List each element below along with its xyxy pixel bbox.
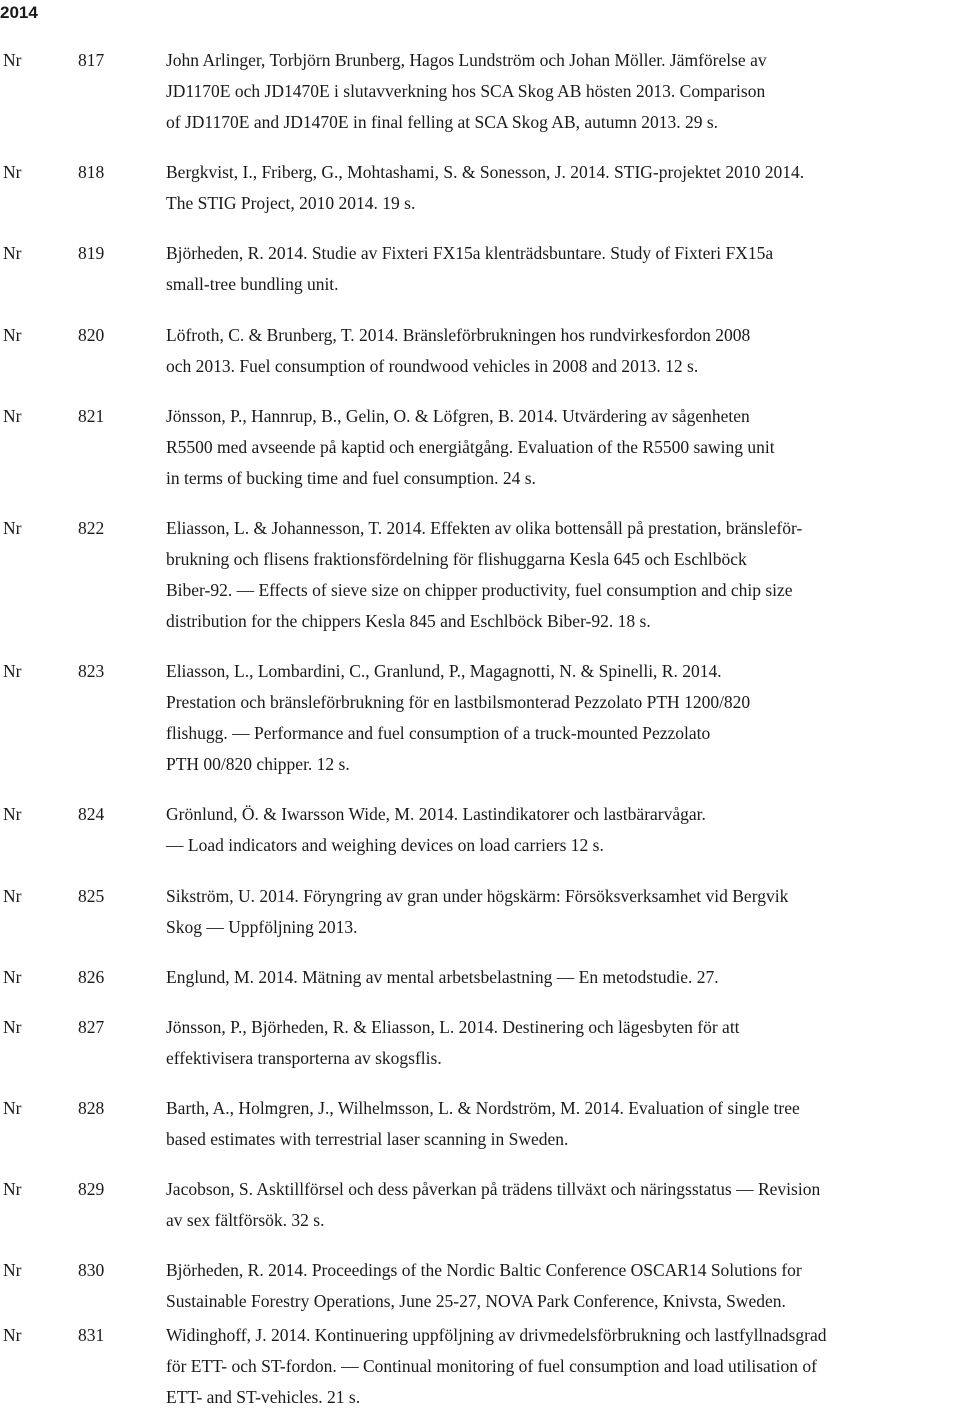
- entry-number: 818: [78, 162, 105, 182]
- entry-citation: [166, 1320, 956, 1413]
- entry-citation: [166, 799, 956, 861]
- year-heading: 2014: [0, 3, 38, 22]
- entry-number: 827: [78, 1017, 105, 1037]
- citation-line: flishugg. — Performance and fuel consumption of a truck-mounted Pezzolato: [166, 723, 711, 743]
- entry-number: 819: [78, 243, 105, 263]
- entry-citation: [166, 1255, 956, 1317]
- entry-citation: [166, 1174, 956, 1236]
- entry-number: 824: [78, 804, 105, 824]
- entry-prefix: Nr: [3, 406, 22, 426]
- entry-number: 826: [78, 967, 105, 987]
- entry-number: 823: [78, 661, 105, 681]
- citation-line: of JD1170E and JD1470E in final felling at SCA Skog AB, autumn 2013. 29 s.: [166, 112, 719, 132]
- citation-line: The STIG Project, 2010 2014. 19 s.: [166, 193, 416, 213]
- citation-line: Sustainable Forestry Operations, June 25-27, NOVA Park Conference, Knivsta, Sweden.: [166, 1291, 786, 1311]
- citation-line: Prestation och bränsleförbrukning för en lastbilsmonterad Pezzolato PTH 1200/820: [166, 692, 751, 712]
- citation-line: Björheden, R. 2014. Studie av Fixteri FX15a klenträdsbuntare. Study of Fixteri FX15a: [166, 243, 774, 263]
- entry-citation: [166, 1093, 956, 1155]
- citation-line: JD1170E och JD1470E i slutavverkning hos SCA Skog AB hösten 2013. Comparison: [166, 81, 766, 101]
- entry-prefix: Nr: [3, 804, 22, 824]
- entry-citation: [166, 157, 956, 219]
- entry-number: 825: [78, 886, 105, 906]
- citation-line: Skog — Uppföljning 2013.: [166, 917, 358, 937]
- entry-prefix: Nr: [3, 50, 22, 70]
- citation-line: brukning och flisens fraktionsfördelning för flishuggarna Kesla 645 och Eschlböck: [166, 549, 747, 569]
- entry-number: 830: [78, 1260, 105, 1280]
- entry-citation: [166, 656, 956, 780]
- citation-line: ETT- and ST-vehicles. 21 s.: [166, 1387, 361, 1407]
- citation-line: av sex fältförsök. 32 s.: [166, 1210, 325, 1230]
- citation-line: Jönsson, P., Björheden, R. & Eliasson, L. 2014. Destinering och lägesbyten för att: [166, 1017, 740, 1037]
- citation-line: Barth, A., Holmgren, J., Wilhelmsson, L. & Nordström, M. 2014. Evaluation of single tree: [166, 1098, 800, 1118]
- citation-line: Eliasson, L., Lombardini, C., Granlund, P., Magagnotti, N. & Spinelli, R. 2014.: [166, 661, 722, 681]
- entry-prefix: Nr: [3, 162, 22, 182]
- citation-line: Jacobson, S. Asktillförsel och dess påverkan på trädens tillväxt och näringsstatus — Revision: [166, 1179, 821, 1199]
- entry-prefix: Nr: [3, 1179, 22, 1199]
- citation-line: small-tree bundling unit.: [166, 274, 339, 294]
- entry-number: 828: [78, 1098, 105, 1118]
- entry-number: 831: [78, 1325, 105, 1345]
- citation-line: Grönlund, Ö. & Iwarsson Wide, M. 2014. Lastindikatorer och lastbärarvågar.: [166, 804, 706, 824]
- citation-line: R5500 med avseende på kaptid och energiåtgång. Evaluation of the R5500 sawing unit: [166, 437, 775, 457]
- citation-line: Biber-92. — Effects of sieve size on chipper productivity, fuel consumption and chip size: [166, 580, 793, 600]
- entry-citation: [166, 881, 956, 943]
- citation-line: Jönsson, P., Hannrup, B., Gelin, O. & Löfgren, B. 2014. Utvärdering av sågenheten: [166, 406, 750, 426]
- entry-citation: [166, 238, 956, 300]
- entry-number: 817: [78, 50, 105, 70]
- citation-line: Eliasson, L. & Johannesson, T. 2014. Effekten av olika bottensåll på prestation, bränsleför-: [166, 518, 803, 538]
- entry-citation: [166, 401, 956, 494]
- entry-prefix: Nr: [3, 518, 22, 538]
- entry-citation: [166, 962, 956, 993]
- citation-line: Löfroth, C. & Brunberg, T. 2014. Bränsleförbrukningen hos rundvirkesfordon 2008: [166, 325, 751, 345]
- citation-line: in terms of bucking time and fuel consumption. 24 s.: [166, 468, 536, 488]
- citation-line: Björheden, R. 2014. Proceedings of the Nordic Baltic Conference OSCAR14 Solutions for: [166, 1260, 802, 1280]
- citation-line: — Load indicators and weighing devices on load carriers 12 s.: [166, 835, 604, 855]
- entry-prefix: Nr: [3, 1098, 22, 1118]
- entry-number: 822: [78, 518, 105, 538]
- entry-citation: [166, 320, 956, 382]
- entry-prefix: Nr: [3, 1260, 22, 1280]
- citation-line: effektivisera transporterna av skogsflis.: [166, 1048, 442, 1068]
- citation-line: John Arlinger, Torbjörn Brunberg, Hagos Lundström och Johan Möller. Jämförelse av: [166, 50, 767, 70]
- citation-line: PTH 00/820 chipper. 12 s.: [166, 754, 350, 774]
- entry-citation: [166, 1012, 956, 1074]
- entry-prefix: Nr: [3, 1325, 22, 1345]
- entry-number: 821: [78, 406, 105, 426]
- entry-prefix: Nr: [3, 661, 22, 681]
- citation-line: distribution for the chippers Kesla 845 and Eschlböck Biber-92. 18 s.: [166, 611, 651, 631]
- entry-prefix: Nr: [3, 325, 22, 345]
- entry-prefix: Nr: [3, 886, 22, 906]
- entry-prefix: Nr: [3, 967, 22, 987]
- entry-prefix: Nr: [3, 1017, 22, 1037]
- citation-line: för ETT- och ST-fordon. — Continual monitoring of fuel consumption and load utilisation of: [166, 1356, 817, 1376]
- citation-line: och 2013. Fuel consumption of roundwood vehicles in 2008 and 2013. 12 s.: [166, 356, 699, 376]
- citation-line: Sikström, U. 2014. Föryngring av gran under högskärm: Försöksverksamhet vid Bergvik: [166, 886, 789, 906]
- entry-number: 829: [78, 1179, 105, 1199]
- citation-line: based estimates with terrestrial laser scanning in Sweden.: [166, 1129, 569, 1149]
- entry-prefix: Nr: [3, 243, 22, 263]
- citation-line: Widinghoff, J. 2014. Kontinuering uppföljning av drivmedelsförbrukning och lastfyllnadsgrad: [166, 1325, 827, 1345]
- citation-line: Englund, M. 2014. Mätning av mental arbetsbelastning — En metodstudie. 27.: [166, 967, 719, 987]
- entry-citation: [166, 45, 956, 138]
- entry-citation: [166, 513, 956, 637]
- entry-number: 820: [78, 325, 105, 345]
- citation-line: Bergkvist, I., Friberg, G., Mohtashami, S. & Sonesson, J. 2014. STIG-projektet 2010 2014.: [166, 162, 805, 182]
